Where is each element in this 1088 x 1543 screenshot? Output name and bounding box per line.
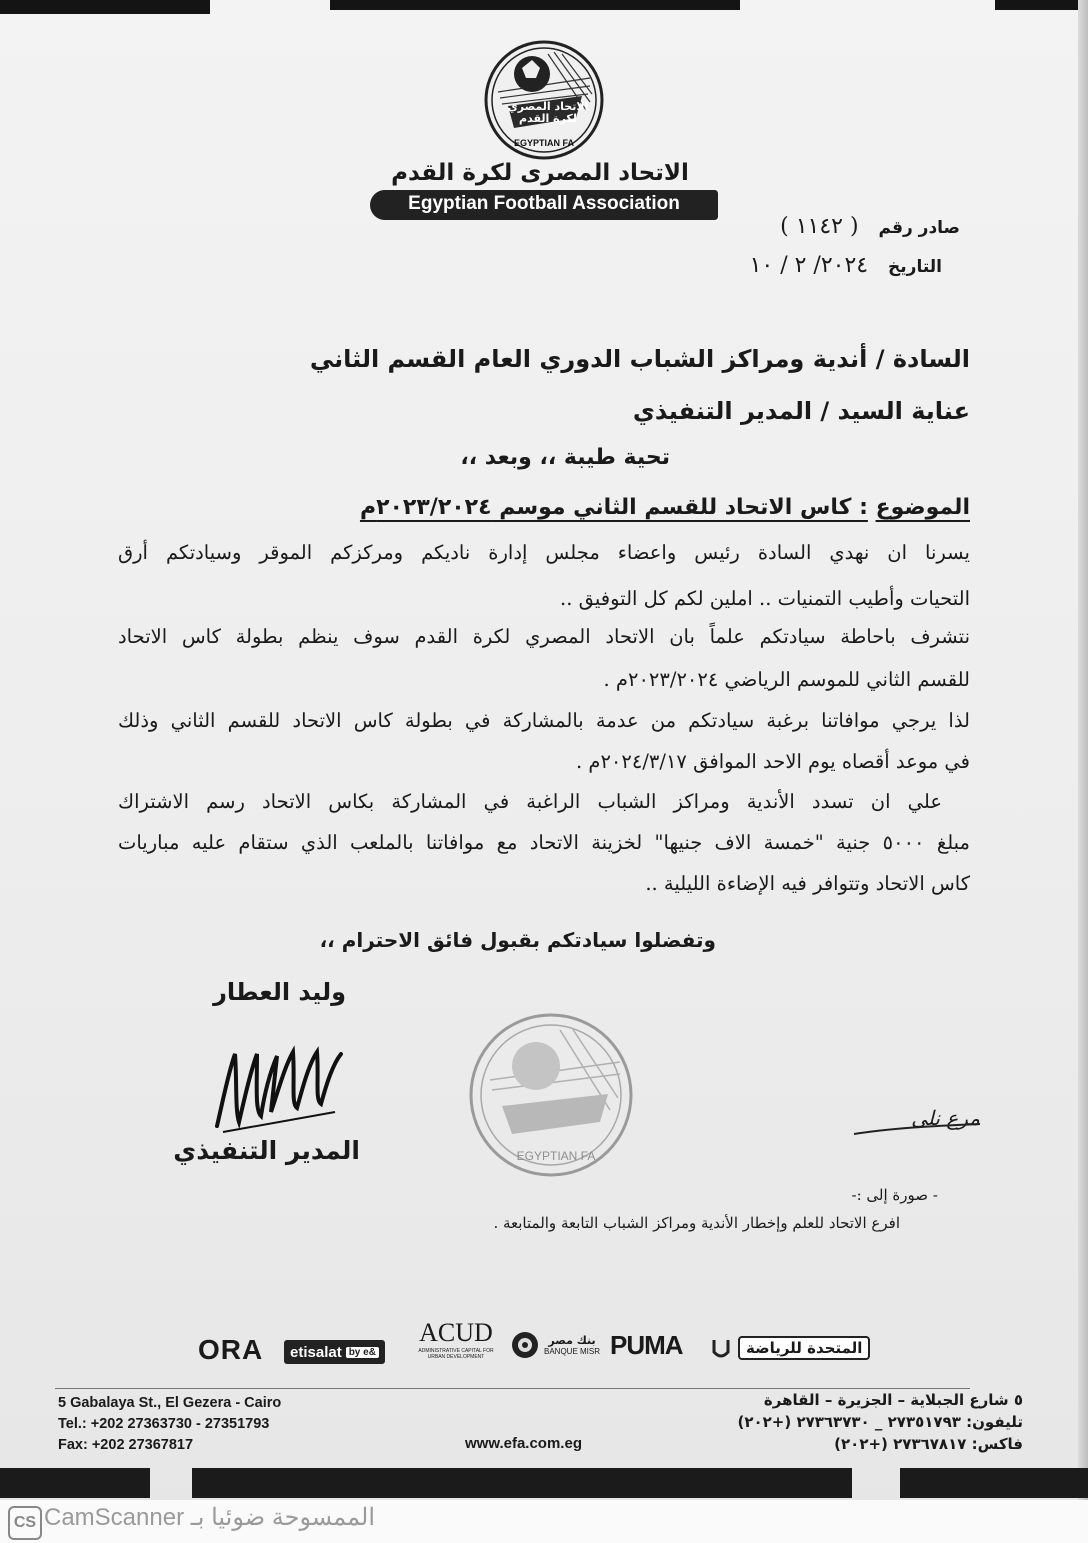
scan-bottom-band	[192, 1468, 852, 1498]
copy-to-text: افرع الاتحاد للعلم وإخطار الأندية ومراكز الشباب التابعة والمتابعة .	[493, 1214, 900, 1232]
camscanner-icon: CS	[8, 1506, 42, 1540]
logo-text-ar-1: الاتحاد المصري	[507, 100, 589, 113]
date-label: التاريخ	[888, 257, 942, 277]
scan-top-band	[330, 0, 740, 10]
attention-line: عناية السيد / المدير التنفيذي	[632, 397, 970, 425]
date-value: ٢٠٢٤/ ٢ / ١٠	[749, 253, 869, 278]
footer-divider	[55, 1388, 970, 1389]
body-line: لذا يرجي موافاتنا برغبة سيادتكم من عدمة بالمشاركة في بطولة كاس الاتحاد للقسم الثاني وذلك	[118, 709, 970, 732]
body-line: للقسم الثاني للموسم الرياضي ٢٠٢٣/٢٠٢٤م .	[603, 668, 970, 691]
issue-date	[750, 253, 942, 278]
efa-stamp-icon	[460, 1010, 642, 1180]
puma-logo: PUMA	[610, 1330, 683, 1360]
closing-line: وتفضلوا سيادتكم بقبول فائق الاحترام ،،	[319, 928, 716, 952]
scan-bottom-band	[900, 1468, 1088, 1498]
footer-fax-ar: فاكس: ٢٧٣٦٧٨١٧ (+٢٠٢)	[834, 1435, 1023, 1453]
logo-text-ar-2: لكرة القدم	[519, 112, 577, 125]
org-name-arabic: الاتحاد المصرى لكرة القدم	[391, 160, 689, 186]
copy-to-bullet: -	[932, 1186, 938, 1204]
reference-value: ( ١١٤٢ )	[780, 214, 859, 239]
body-line: يسرنا ان نهدي السادة رئيس واعضاء مجلس إدارة ناديكم ومركزكم الموقر وسيادتكم أرق	[118, 541, 970, 564]
sponsor-strip	[190, 1318, 890, 1378]
acud-subtitle: ADMINISTRATIVE CAPITAL FOR URBAN DEVELOPMENT	[418, 1348, 494, 1360]
etisalat-logo	[284, 1340, 385, 1364]
initials: مرع نلى	[911, 1106, 980, 1130]
scan-top-band	[0, 0, 210, 14]
banque-misr-logo	[510, 1330, 600, 1360]
body-line: نتشرف باحاطة سيادتكم علماً بان الاتحاد المصري لكرة القدم سوف ينظم بطولة كاس الاتحاد	[118, 625, 970, 648]
united-sports-icon	[710, 1336, 732, 1360]
copy-to-label: صورة إلى :-	[851, 1186, 928, 1204]
etisalat-name: etisalat	[290, 1343, 342, 1361]
etisalat-mark: by e&	[346, 1347, 379, 1358]
scan-top-band	[995, 0, 1088, 10]
scan-bottom-band	[0, 1468, 150, 1498]
footer-address-ar: ٥ شارع الجبلاية – الجزيرة – القاهرة	[763, 1391, 1023, 1409]
stamp-text: EGYPTIAN FA	[516, 1149, 596, 1163]
scanner-label: الممسوحة ضوئيا بـ CamScanner	[44, 1504, 376, 1531]
subject-line	[360, 495, 970, 520]
reference-label: صادر رقم	[878, 218, 960, 238]
signer-name: وليد العطار	[213, 978, 346, 1006]
footer-fax-en: Fax: +202 27367817	[58, 1437, 194, 1453]
orange-logo: ORA	[198, 1334, 264, 1365]
body-line: مبلغ ٥٠٠٠ جنية "خمسة الاف جنيها" لخزينة الاتحاد مع موافاتنا بالملعب الذي ستقام عليه مباريات	[118, 831, 970, 854]
body-line: كاس الاتحاد وتتوافر فيه الإضاءة الليلية ..	[645, 872, 970, 895]
footer-tel-en: Tel.: +202 27363730 - 27351793	[58, 1416, 270, 1432]
body-line: في موعد أقصاه يوم الاحد الموافق ٢٠٢٤/٣/١٧م .	[575, 750, 970, 773]
acud-name: ACUD	[419, 1318, 493, 1347]
subject-text: : كاس الاتحاد للقسم الثاني موسم ٢٠٢٣/٢٠٢٤م	[359, 495, 868, 520]
addressee: السادة / أندية ومراكز الشباب الدوري العام القسم الثاني	[309, 345, 970, 373]
reference-number	[780, 214, 960, 239]
footer-address-en: 5 Gabalaya St., El Gezera - Cairo	[58, 1395, 282, 1411]
footer-website: www.efa.com.eg	[465, 1435, 582, 1452]
banque-misr-en: BANQUE MISR	[544, 1347, 601, 1356]
handwritten-signature	[205, 1030, 355, 1140]
united-sports-logo	[710, 1336, 870, 1360]
subject-label: الموضوع	[875, 495, 970, 520]
banque-misr-ar: بنك مصر	[548, 1334, 596, 1347]
efa-logo-icon	[478, 40, 610, 164]
banque-misr-icon	[510, 1330, 540, 1360]
scan-edge	[1078, 0, 1088, 1500]
org-name-english: Egyptian Football Association	[408, 193, 680, 214]
body-line: التحيات وأطيب التمنيات .. املين لكم كل التوفيق ..	[560, 587, 970, 610]
acud-logo	[412, 1318, 500, 1360]
initials-stroke	[852, 1120, 982, 1140]
united-sports-name: المتحدة للرياضة	[738, 1336, 870, 1360]
body-line: علي ان تسدد الأندية ومراكز الشباب الراغبة في المشاركة بكاس الاتحاد رسم الاشتراك	[118, 790, 942, 813]
greeting: تحية طيبة ،، وبعد ،،	[460, 445, 670, 470]
footer-tel-ar: تليفون: ٢٧٣٥١٧٩٣ _ ٢٧٣٦٣٧٣٠ (+٢٠٢)	[737, 1413, 1023, 1431]
logo-text-en: EGYPTIAN FA	[513, 138, 575, 148]
signer-title: المدير التنفيذي	[173, 1136, 360, 1165]
